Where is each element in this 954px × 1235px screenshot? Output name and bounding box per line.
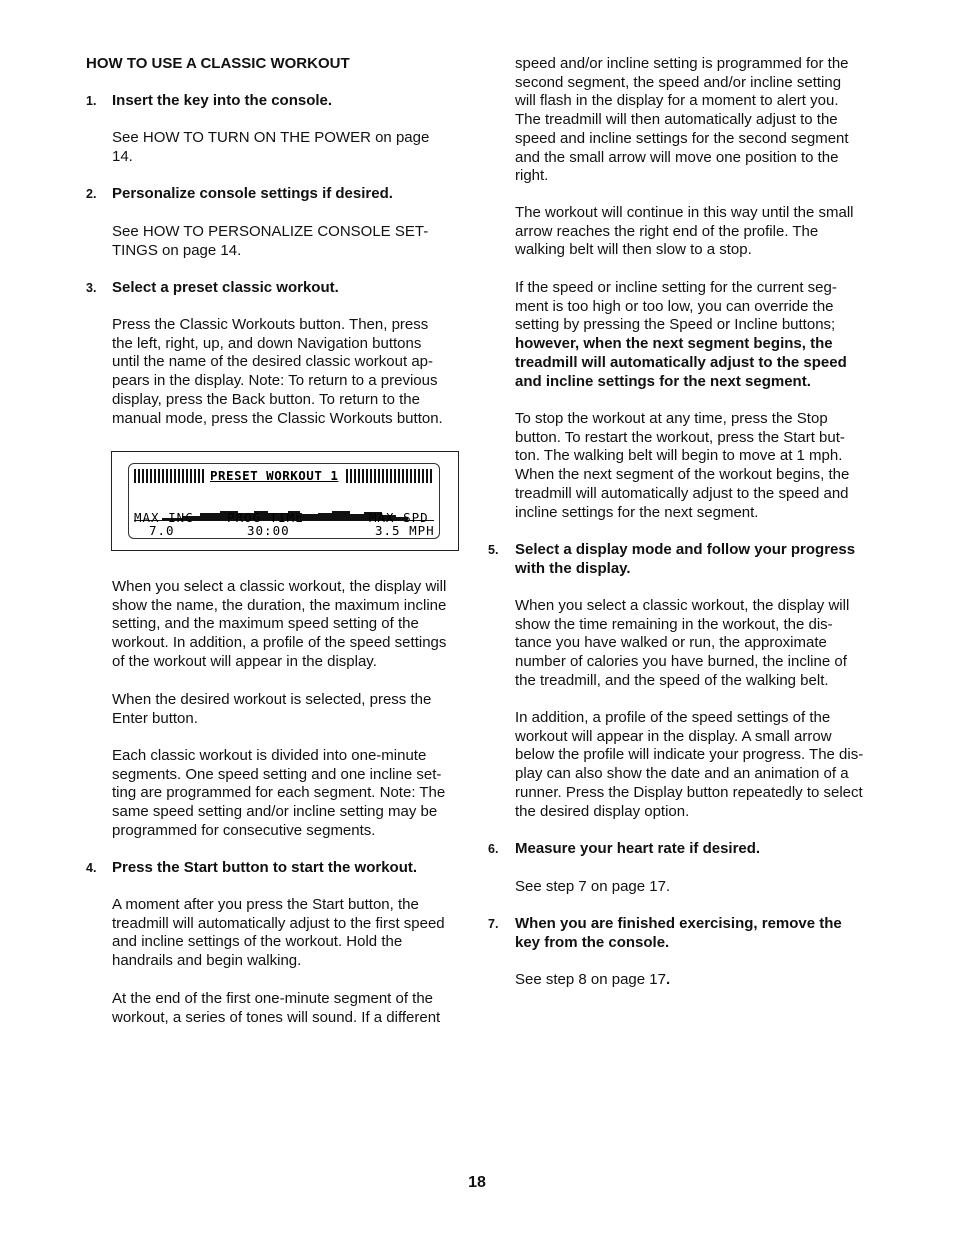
step-number-3: 3. — [86, 281, 97, 295]
text-line: workout, a series of tones will sound. If a different — [112, 1008, 441, 1026]
paragraph-profile — [515, 709, 875, 821]
step-body-1: See HOW TO TURN ON THE POWER on page 14. — [112, 129, 430, 165]
step-title-1: Insert the key into the console. — [112, 92, 333, 109]
paragraph-enter — [112, 691, 464, 728]
step-number-1: 1. — [86, 94, 97, 108]
text-line: treadmill will automatically adjust to the first speed — [112, 914, 445, 932]
text-line: and the small arrow will move one position to the — [515, 148, 839, 166]
text-line: programmed for consecutive segments. — [112, 821, 376, 839]
text-line: When you select a classic workout, the display will — [112, 578, 447, 595]
text-line: To stop the workout at any time, press the Stop — [515, 410, 828, 427]
text-line: When you select a classic workout, the display will — [515, 597, 850, 614]
step-number-4: 4. — [86, 861, 97, 875]
lcd-max-speed-value: 3.5 MPH — [375, 523, 435, 538]
text-line: segments. One speed setting and one incline set- — [112, 765, 442, 783]
text-line: pears in the display. Note: To return to a previous — [112, 372, 438, 390]
lcd-max-incline-label: MAX INC — [134, 510, 194, 525]
lcd-screen — [128, 463, 440, 539]
text-line: When the next segment of the workout begins, the — [515, 466, 850, 484]
text-line: key from the console. — [515, 933, 670, 951]
text-line: Select a display mode and follow your progress — [515, 541, 856, 558]
text-line: The workout will continue in this way until the small — [515, 204, 854, 221]
lcd-max-incline-value: 7.0 — [149, 523, 175, 538]
text-line: ting are programmed for each segment. Note: The — [112, 784, 446, 802]
text-line-bold: and incline settings for the next segment. — [515, 372, 811, 390]
page-number: 18 — [468, 1174, 486, 1191]
step-title-2: Personalize console settings if desired. — [112, 185, 393, 202]
step-body-3 — [112, 316, 464, 428]
paragraph-start — [112, 896, 464, 971]
step-body-2 — [112, 223, 464, 260]
text-line: play can also show the date and an animation of a — [515, 765, 849, 783]
text-line: ment is too high or too low, you can override the — [515, 297, 834, 315]
step-title-5 — [515, 541, 875, 578]
profile-bar — [350, 514, 364, 520]
text-line: In addition, a profile of the speed settings of the — [515, 709, 831, 726]
step-title-4: Press the Start button to start the workout. — [112, 859, 418, 876]
text-line: incline settings for the next segment. — [515, 503, 759, 521]
paragraph-display-info — [112, 578, 464, 672]
text-line: speed and/or incline setting is programmed for the — [515, 55, 849, 72]
text-span: See step 8 on page 17 — [515, 971, 666, 988]
text-line: treadmill will automatically adjust to the speed and — [515, 484, 849, 502]
text-line: Press the Classic Workouts button. Then, press — [112, 316, 429, 333]
text-line: the treadmill, and the speed of the walking belt. — [515, 671, 829, 689]
text-line: number of calories you have burned, the incline of — [515, 653, 847, 671]
text-line: When you are finished exercising, remove the — [515, 915, 842, 932]
profile-bar — [318, 513, 332, 520]
text-line: right. — [515, 167, 549, 185]
lcd-title-bar — [134, 469, 434, 483]
text-line: runner. Press the Display button repeatedly to select — [515, 783, 863, 801]
text-line: The treadmill will then automatically adjust to the — [515, 111, 838, 129]
text-line: will flash in the display for a moment to alert you. — [515, 92, 839, 110]
text-line: setting by pressing the Speed or Incline buttons; — [515, 316, 836, 334]
text-line: same speed setting and/or incline setting may be — [112, 803, 438, 821]
text-span-bold: . — [665, 971, 671, 988]
text-line: Each classic workout is divided into one-minute — [112, 747, 427, 764]
step-body-7 — [515, 971, 875, 990]
paragraph-segments — [112, 747, 464, 841]
text-line: Enter button. — [112, 709, 198, 727]
text-line: At the end of the first one-minute segment of the — [112, 990, 434, 1007]
text-line: A moment after you press the Start button, the — [112, 896, 419, 913]
text-line: speed and incline settings for the second segment — [515, 129, 849, 147]
step-title-6: Measure your heart rate if desired. — [515, 840, 761, 857]
text-line: walking belt will then slow to a stop. — [515, 241, 752, 259]
text-line: handrails and begin walking. — [112, 952, 302, 970]
text-line: and incline settings of the workout. Hold the — [112, 933, 403, 951]
text-line: show the time remaining in the workout, the dis- — [515, 615, 833, 633]
section-heading: HOW TO USE A CLASSIC WORKOUT — [86, 55, 350, 72]
text-line: setting, and the maximum speed setting of the — [112, 615, 419, 633]
lcd-workout-title: PRESET WORKOUT 1 — [204, 469, 344, 483]
step-number-2: 2. — [86, 187, 97, 201]
paragraph-override — [515, 279, 875, 391]
lcd-program-time-label: PROG TIME — [227, 510, 304, 525]
text-line: button. To restart the workout, press the Start but- — [515, 428, 845, 446]
paragraph-continue — [515, 204, 875, 260]
text-line: the desired display option. — [515, 802, 690, 820]
profile-bar — [332, 511, 350, 520]
step-number-6: 6. — [488, 842, 499, 856]
text-line-bold: however, when the next segment begins, the — [515, 335, 833, 353]
paragraph-stop — [515, 410, 875, 522]
step-body-6: See step 7 on page 17. — [515, 878, 671, 895]
step-number-7: 7. — [488, 917, 499, 931]
text-line: ton. The walking belt will begin to move at 1 mph. — [515, 447, 843, 465]
text-line: TINGS on page 14. — [112, 241, 242, 259]
text-line: second segment, the speed and/or incline setting — [515, 73, 842, 91]
paragraph-display-mode — [515, 597, 875, 691]
text-line: with the display. — [515, 559, 631, 577]
text-line: See HOW TO PERSONALIZE CONSOLE SET- — [112, 223, 429, 240]
step-title-3: Select a preset classic workout. — [112, 279, 339, 296]
step-title-7 — [515, 915, 875, 952]
text-line: tance you have walked or run, the approximate — [515, 634, 827, 652]
text-line-bold: treadmill will automatically adjust to the speed — [515, 353, 847, 371]
profile-bar — [200, 513, 220, 520]
text-line: below the profile will indicate your progress. The dis- — [515, 746, 864, 764]
text-line: display, press the Back button. To return to the — [112, 390, 420, 408]
text-line: When the desired workout is selected, press the — [112, 691, 432, 708]
step-number-5: 5. — [488, 543, 499, 557]
text-line: of the workout will appear in the display. — [112, 652, 377, 670]
text-line: manual mode, press the Classic Workouts button. — [112, 409, 443, 427]
text-line: workout will appear in the display. A small arrow — [515, 727, 832, 745]
text-line: arrow reaches the right end of the profile. The — [515, 222, 819, 240]
paragraph-first-segment — [112, 990, 464, 1027]
text-line: until the name of the desired classic workout ap- — [112, 353, 433, 371]
text-line: the left, right, up, and down Navigation buttons — [112, 334, 422, 352]
text-line: show the name, the duration, the maximum incline — [112, 596, 447, 614]
console-display-figure — [111, 451, 459, 551]
text-line: workout. In addition, a profile of the speed settings — [112, 634, 447, 652]
lcd-max-speed-label: MAX SPD — [369, 510, 429, 525]
lcd-program-time-value: 30:00 — [247, 523, 290, 538]
text-line: If the speed or incline setting for the current seg- — [515, 279, 837, 296]
paragraph-second-segment — [515, 55, 875, 186]
